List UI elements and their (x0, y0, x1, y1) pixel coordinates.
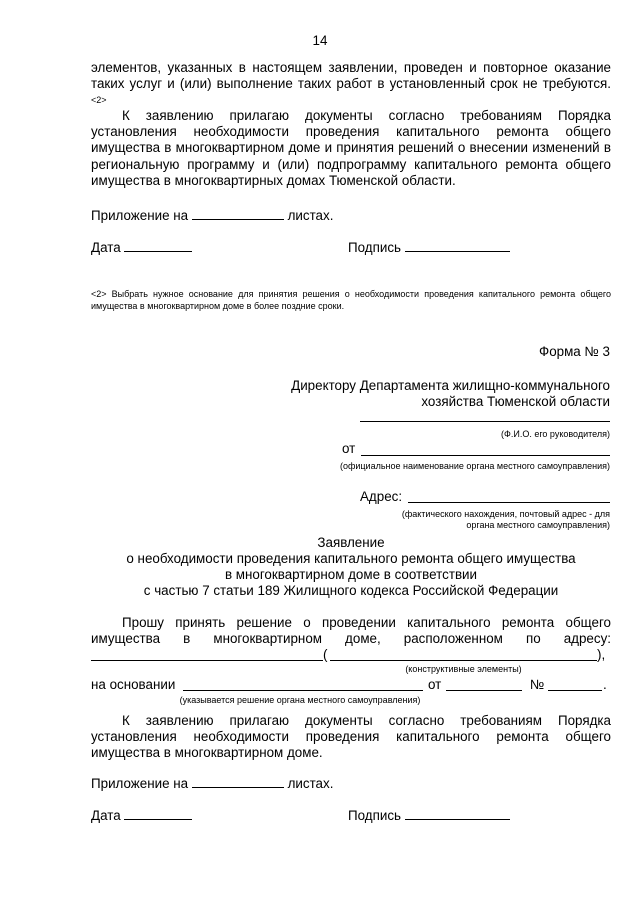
date-line (91, 239, 192, 256)
date-label: Дата (91, 240, 121, 255)
form3-date-line (91, 807, 192, 824)
close-paren: ), (597, 647, 606, 662)
attachment-line (91, 207, 333, 224)
form3-signature-line (348, 807, 510, 824)
building-address-field[interactable] (91, 660, 323, 661)
form3-sheets-count-field[interactable] (192, 775, 284, 788)
request-line-2: имущества в многоквартирном доме, расположенном по адресу: (91, 631, 611, 646)
form-label: Форма № 3 (539, 344, 610, 359)
basis-caption: (указывается решение органа местного самоуправления) (179, 695, 421, 705)
form3-attachment-prefix: Приложение на (91, 776, 189, 791)
form3-attachment-suffix: листах. (287, 776, 334, 791)
address-caption-line-1: (фактического нахождения, почтовый адрес - для (401, 509, 610, 519)
basis-date-label: от (428, 677, 442, 692)
structural-elements-field[interactable] (330, 660, 597, 661)
request-line-1: Прошу принять решение о проведении капитального ремонта общего (122, 615, 611, 630)
continuation-text: элементов, указанных в настоящем заявлении, проведен и повторное оказание таких услуг и (или) выполнение таких работ в установленный срок не требуются. (91, 60, 611, 92)
fio-caption: (Ф.И.О. его руководителя) (501, 429, 610, 439)
attachment-paragraph: К заявлению прилагаю документы согласно требованиям Порядка установления необходимости проведения капитального ремонта общего имущества в многоквартирном доме и принятия решений о внесении изменений в региональную программу и (или) подпрограмму капитального ремонта общего имущества в многоквартирных домах Тюменской области. (91, 108, 611, 188)
form3-signature-field[interactable] (405, 807, 510, 820)
addressee-line-1: Директору Департамента жилищно-коммунального (291, 378, 610, 393)
basis-field[interactable] (183, 690, 423, 691)
form3-attachment-paragraph: К заявлению прилагаю документы согласно требованиям Порядка установления необходимости проведения капитального ремонта общего имущества в многоквартирном доме. (91, 713, 611, 761)
attachment-prefix: Приложение на (91, 208, 189, 223)
address-caption-line-2: органа местного самоуправления) (466, 520, 610, 530)
form3-attachment-line (91, 775, 333, 792)
sheets-count-field[interactable] (192, 207, 284, 220)
attachment-suffix: листах. (287, 208, 334, 223)
footnote-reference: <2> (91, 95, 107, 106)
date-field[interactable] (124, 239, 192, 252)
basis-number-label: № (530, 677, 545, 692)
page-number: 14 (312, 33, 328, 48)
signature-field[interactable] (405, 239, 510, 252)
fio-field[interactable] (360, 421, 610, 422)
open-paren: ( (323, 647, 328, 662)
statement-subtitle-1: о необходимости проведения капитального ремонта общего имущества (126, 551, 576, 566)
statement-subtitle-3: с частью 7 статьи 189 Жилищного кодекса Российской Федерации (143, 583, 559, 598)
address-label: Адрес: (360, 489, 403, 504)
address-field[interactable] (408, 502, 610, 503)
signature-line (348, 239, 510, 256)
form3-date-label: Дата (91, 808, 121, 823)
from-label: от (342, 441, 356, 456)
organization-caption: (официальное наименование органа местного самоуправления) (339, 461, 610, 471)
form3-date-field[interactable] (124, 807, 192, 820)
basis-number-field[interactable] (548, 690, 602, 691)
basis-date-field[interactable] (446, 690, 522, 691)
statement-subtitle-2: в многоквартирном доме в соответствии (224, 567, 478, 582)
footnote: <2> Выбрать нужное основание для принятия решения о необходимости проведения капитального ремонта общего имущества в многоквартирном доме в более поздние сроки. (91, 289, 611, 311)
statement-title: Заявление (317, 535, 385, 550)
signature-label: Подпись (348, 240, 401, 255)
addressee-line-2: хозяйства Тюменской области (421, 394, 610, 409)
basis-label: на основании (91, 677, 176, 692)
continuation-paragraph (91, 60, 611, 109)
organization-field[interactable] (361, 455, 610, 456)
structural-elements-caption: (конструктивные элементы) (405, 664, 522, 674)
basis-period: . (603, 677, 607, 692)
form3-signature-label: Подпись (348, 808, 401, 823)
